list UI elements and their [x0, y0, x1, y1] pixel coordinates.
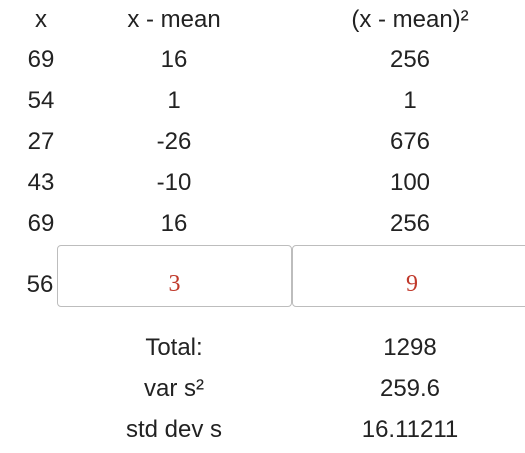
- table-row-1-x: 69: [27, 46, 55, 73]
- table-row-2-x: 54: [27, 87, 55, 114]
- table-row-4-squared: 100: [389, 169, 431, 196]
- stddev-value: 16.11211: [361, 416, 459, 443]
- total-label: Total:: [145, 334, 203, 361]
- header-squared: (x - mean)²: [351, 6, 469, 33]
- header-x: x: [35, 6, 47, 33]
- stddev-label: std dev s: [125, 416, 223, 443]
- deviation-input-value: 3: [168, 271, 181, 297]
- total-value: 1298: [383, 334, 437, 361]
- table-row-3-x: 27: [27, 128, 55, 155]
- variance-label: var s²: [144, 375, 204, 402]
- table-row-5-deviation: 16: [160, 210, 188, 237]
- table-row-2-deviation: 1: [167, 87, 181, 114]
- input-row-x: 56: [26, 271, 54, 298]
- squared-deviation-input-value: 9: [406, 271, 418, 297]
- table-row-4-deviation: -10: [156, 169, 192, 196]
- squared-deviation-input[interactable]: [292, 245, 525, 307]
- table-row-1-squared: 256: [389, 46, 431, 73]
- deviation-input[interactable]: [57, 245, 292, 307]
- table-row-5-x: 69: [27, 210, 55, 237]
- variance-value: 259.6: [379, 375, 441, 402]
- table-row-1-deviation: 16: [160, 46, 188, 73]
- table-row-3-squared: 676: [389, 128, 431, 155]
- table-row-3-deviation: -26: [156, 128, 192, 155]
- table-row-4-x: 43: [27, 169, 55, 196]
- header-deviation: x - mean: [127, 6, 221, 33]
- table-row-5-squared: 256: [389, 210, 431, 237]
- table-row-2-squared: 1: [403, 87, 417, 114]
